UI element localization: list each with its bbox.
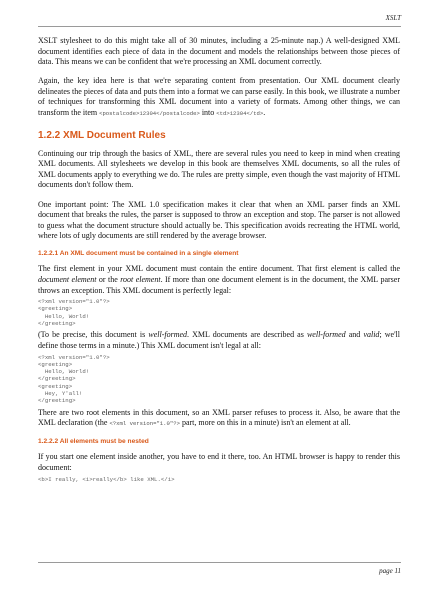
- inline-code-postalcode: <postalcode>12304</postalcode>: [99, 110, 200, 118]
- subsection-heading-nesting: 1.2.2.2 All elements must be nested: [38, 438, 149, 446]
- paragraph-well-formed: [38, 330, 400, 351]
- paragraph-text: or the: [96, 275, 121, 284]
- paragraph-two-roots: [38, 408, 400, 430]
- paragraph-text: There are two root elements in this document, so an XML parser refuses to process it. Also, be aware that the XML declaration (the: [38, 407, 400, 428]
- code-example-illegal: <?xml version="1.0"?> <greeting> Hello, World! </greeting> <greeting> Hey, Y'all! </greeting>: [38, 353, 110, 405]
- code-example-nesting: <b>I really, <i>really</b> like XML.</i>: [38, 475, 175, 483]
- paragraph-important-point: One important point: The XML 1.0 specification makes it clear that when an XML parser finds an XML document that breaks the rules, the parser is supposed to throw an exception and stop. The parser is not allowed to guess what the document structure should actually be. This specification avoids recreating the HTML world, where lots of ugly documents are still rendered by the average browser.: [38, 199, 400, 241]
- inline-code-td: <td>12304</td>: [216, 110, 264, 118]
- header-rule: [38, 26, 401, 27]
- paragraph-rules-intro: Continuing our trip through the basics of XML, there are several rules you need to keep in mind when creating XML documents. All stylesheets we develop in this book are themselves XML documents, so all the rules of XML documents apply to everything we do. The rules are pretty simple, even though the vast majority of HTML documents don't follow them.: [38, 148, 400, 190]
- emphasis-term: well-formed: [306, 330, 346, 340]
- emphasis-term: valid: [363, 330, 380, 340]
- paragraph-text: (To be precise, this document is: [38, 330, 149, 340]
- paragraph-text: ; we'll define those terms in a minute.) This XML document isn't legal at all:: [38, 330, 400, 350]
- paragraph-text: . XML documents are described as: [187, 330, 307, 340]
- paragraph-text: The first element in your XML document must contain the entire document. That first element is called the: [38, 264, 400, 274]
- paragraph-text: part, more on this in a minute) isn't an element at all.: [179, 418, 351, 428]
- paragraph-text: .: [263, 108, 266, 118]
- paragraph-text: into: [199, 108, 217, 118]
- paragraph-intro: XSLT stylesheet to do this might take all of 30 minutes, including a 25-minute nap.) A well-designed XML document identifies each piece of data in the document and models the relationships between those pieces of data. This means we can be confident that we're processing an XML document correctly.: [38, 36, 400, 67]
- paragraph-text: Again, the key idea here is that we're separating content from presentation. Our XML document clearly delineates the pieces of data and puts them into a format we can parse easily. In this book, we illustrate a number of techniques for transforming this XML document into a variety of formats. Among other things, we can transform the item: [38, 76, 400, 118]
- running-head: XSLT: [385, 14, 401, 22]
- footer-rule: [38, 562, 401, 563]
- paragraph-text: . If more than one document element is in the document, the XML parser throws an exception. This XML document is perfectly legal:: [38, 275, 400, 295]
- emphasis-term: root element: [120, 275, 161, 284]
- section-heading: 1.2.2 XML Document Rules: [38, 129, 166, 141]
- paragraph-separation: [38, 76, 400, 119]
- paragraph-nesting: If you start one element inside another, you have to end it there, too. An HTML browser is happy to render this document:: [38, 452, 400, 472]
- subsection-heading-single-element: 1.2.2.1 An XML document must be contained in a single element: [38, 250, 239, 258]
- paragraph-text: and: [345, 330, 364, 340]
- page-number: page 11: [379, 567, 401, 575]
- inline-code-xml-declaration: <?xml version="1.0"?>: [109, 420, 180, 428]
- code-example-legal: <?xml version="1.0"?> <greeting> Hello, World! </greeting>: [38, 298, 110, 328]
- paragraph-root-element: [38, 264, 400, 296]
- page-body: [38, 36, 400, 483]
- emphasis-term: document element: [38, 275, 97, 284]
- emphasis-term: well-formed: [148, 330, 188, 340]
